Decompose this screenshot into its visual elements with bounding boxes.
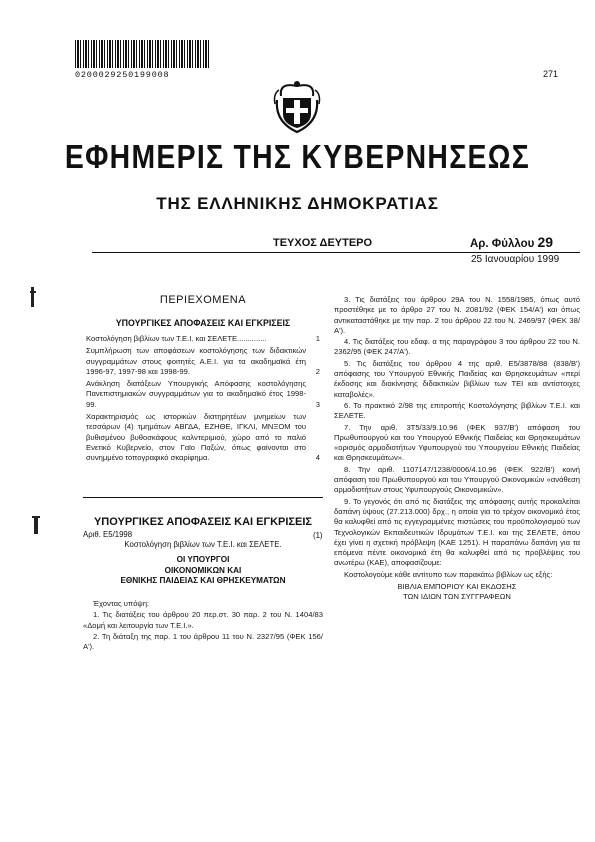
issue-label: ΤΕΥΧΟΣ ΔΕΥΤΕΡΟ <box>273 237 373 249</box>
toc-item[interactable] <box>86 412 320 463</box>
section-divider <box>83 497 323 498</box>
toc-item[interactable] <box>86 334 320 344</box>
books-line: ΒΙΒΛΙΑ ΕΜΠΟΡΙΟΥ ΚΑΙ ΕΚΔΟΣΗΣ <box>397 582 517 592</box>
sheet-label: Αρ. Φύλλου <box>470 238 535 250</box>
contents-heading: ΠΕΡΙΕΧΟΜΕΝΑ <box>159 294 247 306</box>
paragraph: 5. Τις διατάξεις του άρθρου 4 της αριθ. Ε5/3878/88 (838/Β') απόφασης του Υπουργού Εθνικής Παιδείας και Θρησκευμάτων «περί έκδοσης και διακίνησης διδακτικών βιβλίων των ΤΕΙ και αντίστοιχες καταβολές». <box>334 358 580 399</box>
sheet-number-value: 29 <box>537 234 554 250</box>
books-heading <box>334 582 580 603</box>
toc-item-page: 1 <box>315 334 320 343</box>
gazette-title: ΕΦΗΜΕΡΙΣ ΤΗΣ ΚΥΒΕΡΝΗΣΕΩΣ <box>64 138 531 175</box>
books-line: ΤΩΝ ΙΔΙΩΝ ΤΩΝ ΣΥΓΓΡΑΦΕΩΝ <box>403 592 511 602</box>
margin-marker-icon <box>32 516 40 534</box>
toc-item-text: Συμπλήρωση των αποφάσεων κοστολόγησης των διδακτικών συγγραμμάτων στους φοιτητές Α.Ε.Ι. για τα ακαδημαϊκά έτη 1996-97, 1997-98 και 1998-99. <box>86 346 306 376</box>
paragraph: 9. Το γεγονός ότι από τις διατάξεις της απόφασης αυτής προκαλείται δαπάνη ύψους (27.213.000) δρχ., η οποία για το τρέχον οικονομικό έτος θα καλυφθεί από τις εγγεγραμμένες πιστώσεις του προϋπολογισμού των Τεχνολογικών Εκπαιδευτικών Ιδρυμάτων Τ.Ε.Ι. και της ΣΕΛΕΤΕ, όπου έχει γίνει η σχετική πρόβλεψη (ΚΑΕ 1251). Η παραπάνω δαπάνη για τα επόμενα πέντε οικονομικά έτη θα καλυφθεί από τις προβλέψεις του ανωτέρω (ΚΑΕ), αποφασίζουμε: <box>334 496 580 568</box>
left-body-text <box>83 599 323 653</box>
toc-item-page: 4 <box>315 453 320 463</box>
decisions-heading: ΥΠΟΥΡΓΙΚΕΣ ΑΠΟΦΑΣΕΙΣ ΚΑΙ ΕΓΚΡΙΣΕΙΣ <box>93 516 313 528</box>
toc-item-page: 3 <box>315 399 320 409</box>
paragraph: 4. Τις διατάξεις του εδαφ. α της παραγράφου 3 του άρθρου 22 του Ν. 2362/95 (ΦΕΚ 247/Α'). <box>334 337 580 357</box>
republic-subtitle: ΤΗΣ ΕΛΛΗΝΙΚΗΣ ΔΗΜΟΚΡΑΤΙΑΣ <box>156 194 439 213</box>
header-rule <box>92 252 580 253</box>
ministers-line: ΕΘΝΙΚΗΣ ΠΑΙΔΕΙΑΣ ΚΑΙ ΘΡΗΣΚΕΥΜΑΤΩΝ <box>120 576 286 585</box>
contents-subheading: ΥΠΟΥΡΓΙΚΕΣ ΑΠΟΦΑΣΕΙΣ ΚΑΙ ΕΓΚΡΙΣΕΙΣ <box>115 318 291 328</box>
paragraph: 1. Τις διατάξεις του άρθρου 20 περ.στ. 30 παρ. 2 του Ν. 1404/83 «Δομή και λειτουργία των Τ.Ε.Ι.». <box>83 610 323 630</box>
paragraph: 3. Τις διατάξεις του άρθρου 29Α του Ν. 1558/1985, όπως αυτό προστέθηκε με το άρθρο 27 του Ν. 2081/92 (ΦΕΚ 154/Α') και όπως αντικαταστάθηκε με την παρ. 2 του άρθρου 22 του Ν. 2469/97 (ΦΕΚ 38/Α'). <box>334 295 580 335</box>
toc-item[interactable] <box>86 346 320 377</box>
page-number: 271 <box>543 69 559 79</box>
toc-item-text: Χαρακτηρισμός ως ιστορικών διατηρητέων μνημείων των τεσσάρων (4) τμημάτων ΑΒΓΔΑ, ΕΖΗΘΕ, ΙΓΚΛΙ, ΜΝΞΟΜ του βυθισμένου βυθοσκάφους καλντεριμιού, χώρο από το παλιό Ενετικό Κυβερνείο, στον Γαϊο Παξών, όπως φαίνονται στο συνημμένο τοπογραφικό σκαρίφημα. <box>86 412 306 463</box>
toc-item-page: 2 <box>315 366 320 376</box>
table-of-contents <box>86 334 320 466</box>
issue-date: 25 Ιανουαρίου 1999 <box>471 254 560 265</box>
ministers-line: ΟΙ ΥΠΟΥΡΓΟΙ <box>176 555 230 564</box>
right-body-text <box>334 295 580 603</box>
toc-item-text: Κοστολόγηση βιβλίων των Τ.Ε.Ι. και ΣΕΛΕΤΕ.............. <box>86 334 267 343</box>
toc-item[interactable] <box>86 379 320 410</box>
paragraph: 7. Την αριθ. 3Τ5/33/9.10.96 (ΦΕΚ 937/Β') απόφαση του Πρωθυπουργού και του Υπουργού Εθνικής Παιδείας και Θρησκευμάτων «ορισμός αρμοδιοτήτων Υφυπουργού του Υπουργείου Εθνικής Παιδείας και Θρησκευμάτων». <box>334 422 580 463</box>
toc-item-text: Ανάκληση διατάξεων Υπουργικής Απόφασης κοστολόγησης Πανεπιστημιακών συγγραμμάτων για το ακαδημαϊκό έτος 1998-99. <box>86 379 306 409</box>
barcode-icon <box>75 40 210 68</box>
ministers-block <box>83 555 323 587</box>
decision-ref: (1) <box>313 531 323 540</box>
paragraph: 6. Το πρακτικό 2/98 της επιτροπής Κοστολόγησης βιβλίων Τ.Ε.Ι. και ΣΕΛΕΤΕ. <box>334 400 580 421</box>
paragraph: 8. Την αριθ. 1107147/1238/0006/4.10.96 (ΦΕΚ 922/Β') κοινή απόφαση του Πρωθυπουργού και του Υπουργού Οικονομικών «ανάθεση αρμοδιοτήτων στους Υφυπουργούς Οικονομικών». <box>334 464 580 495</box>
paragraph: Έχοντας υπόψη: <box>93 599 150 608</box>
decision-number: Αριθ. Ε5/1998 <box>83 530 133 539</box>
paragraph: Κοστολογούμε κάθε αντίτυπο των παρακάτω βιβλίων ως εξής: <box>344 569 553 579</box>
coat-of-arms-emblem <box>271 78 323 134</box>
barcode-number: 0200029250199008 <box>75 70 170 80</box>
paragraph: 2. Τη διάταξη της παρ. 1 του άρθρου 11 του Ν. 2327/95 (ΦΕΚ 156/Α'). <box>83 631 323 652</box>
margin-marker-icon <box>30 287 36 307</box>
sheet-number <box>470 234 553 250</box>
ministers-line: ΟΙΚΟΝΟΜΙΚΩΝ ΚΑΙ <box>164 565 242 575</box>
decision-subject: Κοστολόγηση βιβλίων των Τ.Ε.Ι. και ΣΕΛΕΤΕ. <box>124 540 282 549</box>
